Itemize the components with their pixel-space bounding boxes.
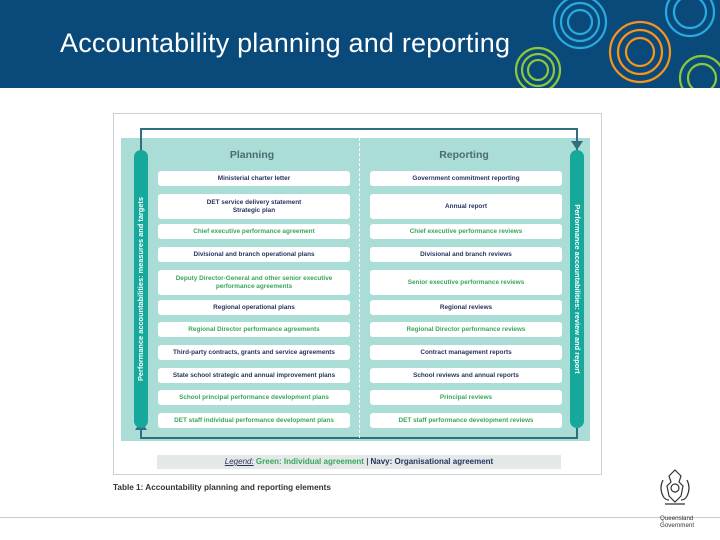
- planning-item: DET service delivery statement Strategic plan: [158, 194, 350, 219]
- reporting-heading: Reporting: [439, 149, 489, 161]
- column-divider: [359, 138, 360, 438]
- left-side-label: Performance accountabilities: measures and targets: [136, 197, 145, 382]
- footer-divider: [0, 517, 720, 518]
- reporting-item: Annual report: [370, 194, 562, 219]
- decorative-swirls-graphic: [490, 0, 720, 88]
- table-caption: Table 1: Accountability planning and reporting elements: [113, 483, 331, 492]
- legend-label: Legend:: [224, 457, 254, 466]
- reporting-item: Regional Director performance reviews: [370, 322, 562, 337]
- planning-item: Deputy Director-General and other senior executive performance agreements: [158, 270, 350, 295]
- right-side-label: Performance accountabilities: review and report: [573, 204, 582, 374]
- planning-item: Ministerial charter letter: [158, 171, 350, 186]
- reporting-item: Principal reviews: [370, 390, 562, 405]
- legend-navy: Navy: Organisational agreement: [370, 457, 494, 466]
- reporting-item: Contract management reports: [370, 345, 562, 360]
- legend-green: Green: Individual agreement: [255, 457, 364, 466]
- planning-item: Regional Director performance agreements: [158, 322, 350, 337]
- reporting-item: Senior executive performance reviews: [370, 270, 562, 295]
- header-banner: [0, 0, 720, 88]
- planning-item: Chief executive performance agreement: [158, 224, 350, 239]
- left-loop-connector: [140, 128, 142, 150]
- planning-heading: Planning: [229, 149, 275, 161]
- reporting-item: Government commitment reporting: [370, 171, 562, 186]
- planning-item: Divisional and branch operational plans: [158, 247, 350, 262]
- planning-item: School principal performance development plans: [158, 390, 350, 405]
- reporting-item: DET staff performance development reviews: [370, 413, 562, 428]
- logo-text: Queensland Government: [660, 515, 695, 529]
- planning-item: DET staff individual performance development plans: [158, 413, 350, 428]
- legend-separator: |: [366, 457, 371, 466]
- planning-item: State school strategic and annual improvement plans: [158, 368, 350, 383]
- reporting-item: Divisional and branch reviews: [370, 247, 562, 262]
- reporting-item: Chief executive performance reviews: [370, 224, 562, 239]
- planning-item: Third-party contracts, grants and service agreements: [158, 345, 350, 360]
- queensland-crest-icon: [655, 466, 695, 512]
- reporting-item: Regional reviews: [370, 300, 562, 315]
- reporting-item: School reviews and annual reports: [370, 368, 562, 383]
- right-bottom-connector: [576, 428, 578, 438]
- legend: [157, 455, 561, 469]
- planning-item: Regional operational plans: [158, 300, 350, 315]
- top-loop-line: [140, 128, 578, 130]
- page-title: Accountability planning and reporting: [60, 28, 511, 58]
